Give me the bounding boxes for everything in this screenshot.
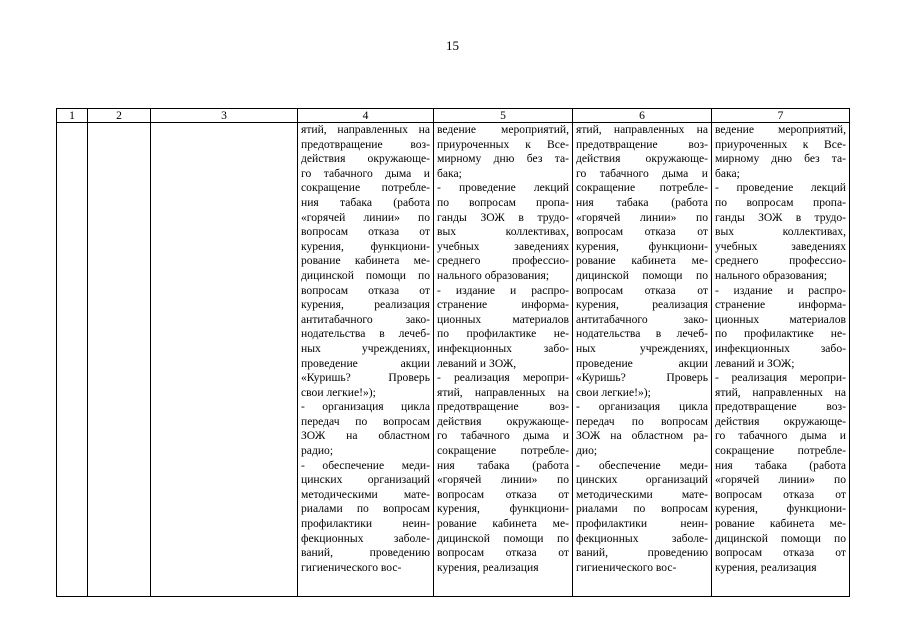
cell-text-line: инфекционных забо- xyxy=(437,341,569,355)
cell-col-2 xyxy=(88,123,151,597)
cell-text-line: ционных материалов xyxy=(715,312,846,326)
cell-text-line: профилактики неин- xyxy=(576,517,708,531)
cell-col-7 xyxy=(712,123,850,597)
cell-text-line: вых коллективах, xyxy=(437,225,569,239)
cell-text-line: ЗОЖ на областном ра- xyxy=(576,429,708,443)
cell-text-line: вопросам отказа от xyxy=(715,546,846,560)
cell-text-line: бака; xyxy=(437,166,462,180)
cell-text-line: «горячей линии» по xyxy=(715,473,846,487)
cell-text-line: предотвращение воз- xyxy=(437,400,569,414)
cell-text-line: радио; xyxy=(301,444,334,458)
cell-text-line: фекционных заболе- xyxy=(301,531,430,545)
cell-text-line: действия окружающе- xyxy=(715,414,846,428)
cell-text-line: ятий, направленных на xyxy=(301,123,430,136)
cell-text-line: ния табака (работа xyxy=(715,458,846,472)
cell-text-line: дицинской помощи по xyxy=(301,268,430,282)
cell-text-line: сокращение потребле- xyxy=(437,444,569,458)
document-table xyxy=(56,108,850,597)
cell-text-line: ганды ЗОЖ в трудо- xyxy=(715,210,846,224)
cell-text-line: курения, функциони- xyxy=(715,502,846,516)
cell-text-line: курения, реализация xyxy=(301,298,430,312)
cell-text-line: - реализация меропри- xyxy=(715,371,846,385)
cell-text-line: ния табака (работа xyxy=(301,195,430,209)
page-number: 15 xyxy=(446,38,459,53)
cell-text-line: действия окружающе- xyxy=(437,414,569,428)
cell-text-line: цинских организаций xyxy=(576,473,708,487)
cell-text-line: вопросам отказа от xyxy=(437,546,569,560)
cell-text-line: учебных заведениях xyxy=(437,239,569,253)
cell-text-line: вопросам отказа от xyxy=(715,487,846,501)
cell-text-line: ционных материалов xyxy=(437,312,569,326)
cell-text-line: «горячей линии» по xyxy=(437,473,569,487)
cell-text-line: по профилактике не- xyxy=(715,327,846,341)
cell-text-line: ваний, проведению xyxy=(301,546,430,560)
cell-text-line: нального образования; xyxy=(715,268,828,282)
cell-text-line: ных учреждениях, xyxy=(576,341,708,355)
cell-text-line: «Куришь? Проверь xyxy=(301,371,430,385)
cell-text-line: свои легкие!»); xyxy=(301,385,376,399)
cell-text-line: рование кабинета ме- xyxy=(576,254,708,268)
cell-text-line: мирному дню без та- xyxy=(437,152,569,166)
cell-text-line: сокращение потребле- xyxy=(301,181,430,195)
cell-text-line: по вопросам пропа- xyxy=(715,195,846,209)
column-number-1: 1 xyxy=(57,109,88,123)
cell-text-line: «Куришь? Проверь xyxy=(576,371,708,385)
cell-text-line: проведение акции xyxy=(576,356,708,370)
cell-text-line: курения, реализация xyxy=(576,298,708,312)
cell-text-line: - проведение лекций xyxy=(437,181,569,195)
cell-text-line: вопросам отказа от xyxy=(437,487,569,501)
cell-text-line: странение информа- xyxy=(715,298,846,312)
cell-col-4 xyxy=(298,123,434,597)
cell-text-line: «горячей линии» по xyxy=(576,210,708,224)
cell-text-line: фекционных заболе- xyxy=(576,531,708,545)
cell-col-6 xyxy=(573,123,712,597)
cell-text-line: ведение мероприятий, xyxy=(437,123,569,136)
cell-text-line: бака; xyxy=(715,166,740,180)
cell-text-line: курения, реализация xyxy=(715,560,817,574)
cell-text-line: антитабачного зако- xyxy=(576,312,708,326)
cell-col-5 xyxy=(434,123,573,597)
cell-text-line: проведение акции xyxy=(301,356,430,370)
cell-text-line: вых коллективах, xyxy=(715,225,846,239)
cell-text-line: - проведение лекций xyxy=(715,181,846,195)
cell-text-line: ния табака (работа xyxy=(437,458,569,472)
cell-text-line: - организация цикла xyxy=(576,400,708,414)
cell-text-line: - обеспечение меди- xyxy=(301,458,430,472)
cell-text-line: передач по вопросам xyxy=(301,414,430,428)
cell-text-line: ятий, направленных на xyxy=(437,385,569,399)
cell-text-line: рование кабинета ме- xyxy=(437,517,569,531)
cell-text-line: нодательства в лечеб- xyxy=(576,327,708,341)
cell-text-line: предотвращение воз- xyxy=(301,137,430,151)
cell-text-line: по вопросам пропа- xyxy=(437,195,569,209)
cell-text-line: курения, функциони- xyxy=(301,239,430,253)
cell-text-line: вопросам отказа от xyxy=(301,283,430,297)
cell-text-line: методическими мате- xyxy=(301,487,430,501)
cell-text-line: сокращение потребле- xyxy=(715,444,846,458)
cell-text-line: среднего профессио- xyxy=(437,254,569,268)
cell-text-line: ятий, направленных на xyxy=(576,123,708,136)
cell-text-line: курения, функциони- xyxy=(576,239,708,253)
cell-text-line: - издание и распро- xyxy=(437,283,569,297)
cell-text-line: вопросам отказа от xyxy=(576,283,708,297)
cell-text-line: вопросам отказа от xyxy=(301,225,430,239)
cell-text-line: леваний и ЗОЖ, xyxy=(437,356,517,370)
cell-text-line: ЗОЖ на областном xyxy=(301,429,430,443)
cell-text-line: свои легкие!»); xyxy=(576,385,651,399)
cell-text-line: ведение мероприятий, xyxy=(715,123,846,136)
cell-text-line: учебных заведениях xyxy=(715,239,846,253)
cell-text-line: - организация цикла xyxy=(301,400,430,414)
cell-text-line: методическими мате- xyxy=(576,487,708,501)
table-body-row xyxy=(57,123,850,597)
cell-text-line: гигиенического вос- xyxy=(301,560,402,574)
cell-text-line: леваний и ЗОЖ; xyxy=(715,356,795,370)
cell-text-line: дицинской помощи по xyxy=(715,531,846,545)
column-number-6: 6 xyxy=(573,109,712,123)
cell-text-line: ятий, направленных на xyxy=(715,385,846,399)
column-number-7: 7 xyxy=(712,109,850,123)
cell-text-line: ганды ЗОЖ в трудо- xyxy=(437,210,569,224)
cell-col-3 xyxy=(151,123,298,597)
cell-text-line: нодательства в лечеб- xyxy=(301,327,430,341)
cell-text-line: курения, функциони- xyxy=(437,502,569,516)
cell-text-line: курения, реализация xyxy=(437,560,539,574)
cell-text-line: гигиенического вос- xyxy=(576,560,677,574)
cell-text-line: - реализация меропри- xyxy=(437,371,569,385)
cell-col-1 xyxy=(57,123,88,597)
cell-text-line: профилактики неин- xyxy=(301,517,430,531)
cell-text-line: цинских организаций xyxy=(301,473,430,487)
cell-text-line: риалами по вопросам xyxy=(301,502,430,516)
cell-text-line: ных учреждениях, xyxy=(301,341,430,355)
cell-text-line: ваний, проведению xyxy=(576,546,708,560)
cell-text-line: сокращение потребле- xyxy=(576,181,708,195)
cell-text-line: действия окружающе- xyxy=(301,152,430,166)
cell-text-line: - издание и распро- xyxy=(715,283,846,297)
column-number-2: 2 xyxy=(88,109,151,123)
cell-text-line: антитабачного зако- xyxy=(301,312,430,326)
cell-text-line: вопросам отказа от xyxy=(576,225,708,239)
cell-text-line: ния табака (работа xyxy=(576,195,708,209)
cell-text-line: го табачного дыма и xyxy=(715,429,846,443)
cell-text-line: инфекционных забо- xyxy=(715,341,846,355)
column-number-3: 3 xyxy=(151,109,298,123)
cell-text-line: дицинской помощи по xyxy=(576,268,708,282)
cell-text-line: передач по вопросам xyxy=(576,414,708,428)
cell-text-line: по профилактике не- xyxy=(437,327,569,341)
column-number-4: 4 xyxy=(298,109,434,123)
cell-text-line: странение информа- xyxy=(437,298,569,312)
cell-text-line: дицинской помощи по xyxy=(437,531,569,545)
cell-text-line: приуроченных к Все- xyxy=(715,137,846,151)
cell-text-line: предотвращение воз- xyxy=(715,400,846,414)
cell-text-line: «горячей линии» по xyxy=(301,210,430,224)
cell-text-line: предотвращение воз- xyxy=(576,137,708,151)
cell-text-line: го табачного дыма и xyxy=(437,429,569,443)
cell-text-line: - обеспечение меди- xyxy=(576,458,708,472)
cell-text-line: риалами по вопросам xyxy=(576,502,708,516)
cell-text-line: го табачного дыма и xyxy=(301,166,430,180)
cell-text-line: дио; xyxy=(576,444,598,458)
cell-text-line: рование кабинета ме- xyxy=(715,517,846,531)
column-number-5: 5 xyxy=(434,109,573,123)
cell-text-line: рование кабинета ме- xyxy=(301,254,430,268)
cell-text-line: действия окружающе- xyxy=(576,152,708,166)
table-header-row xyxy=(57,109,850,123)
cell-text-line: приуроченных к Все- xyxy=(437,137,569,151)
cell-text-line: среднего профессио- xyxy=(715,254,846,268)
cell-text-line: нального образования; xyxy=(437,268,550,282)
cell-text-line: го табачного дыма и xyxy=(576,166,708,180)
cell-text-line: мирному дню без та- xyxy=(715,152,846,166)
